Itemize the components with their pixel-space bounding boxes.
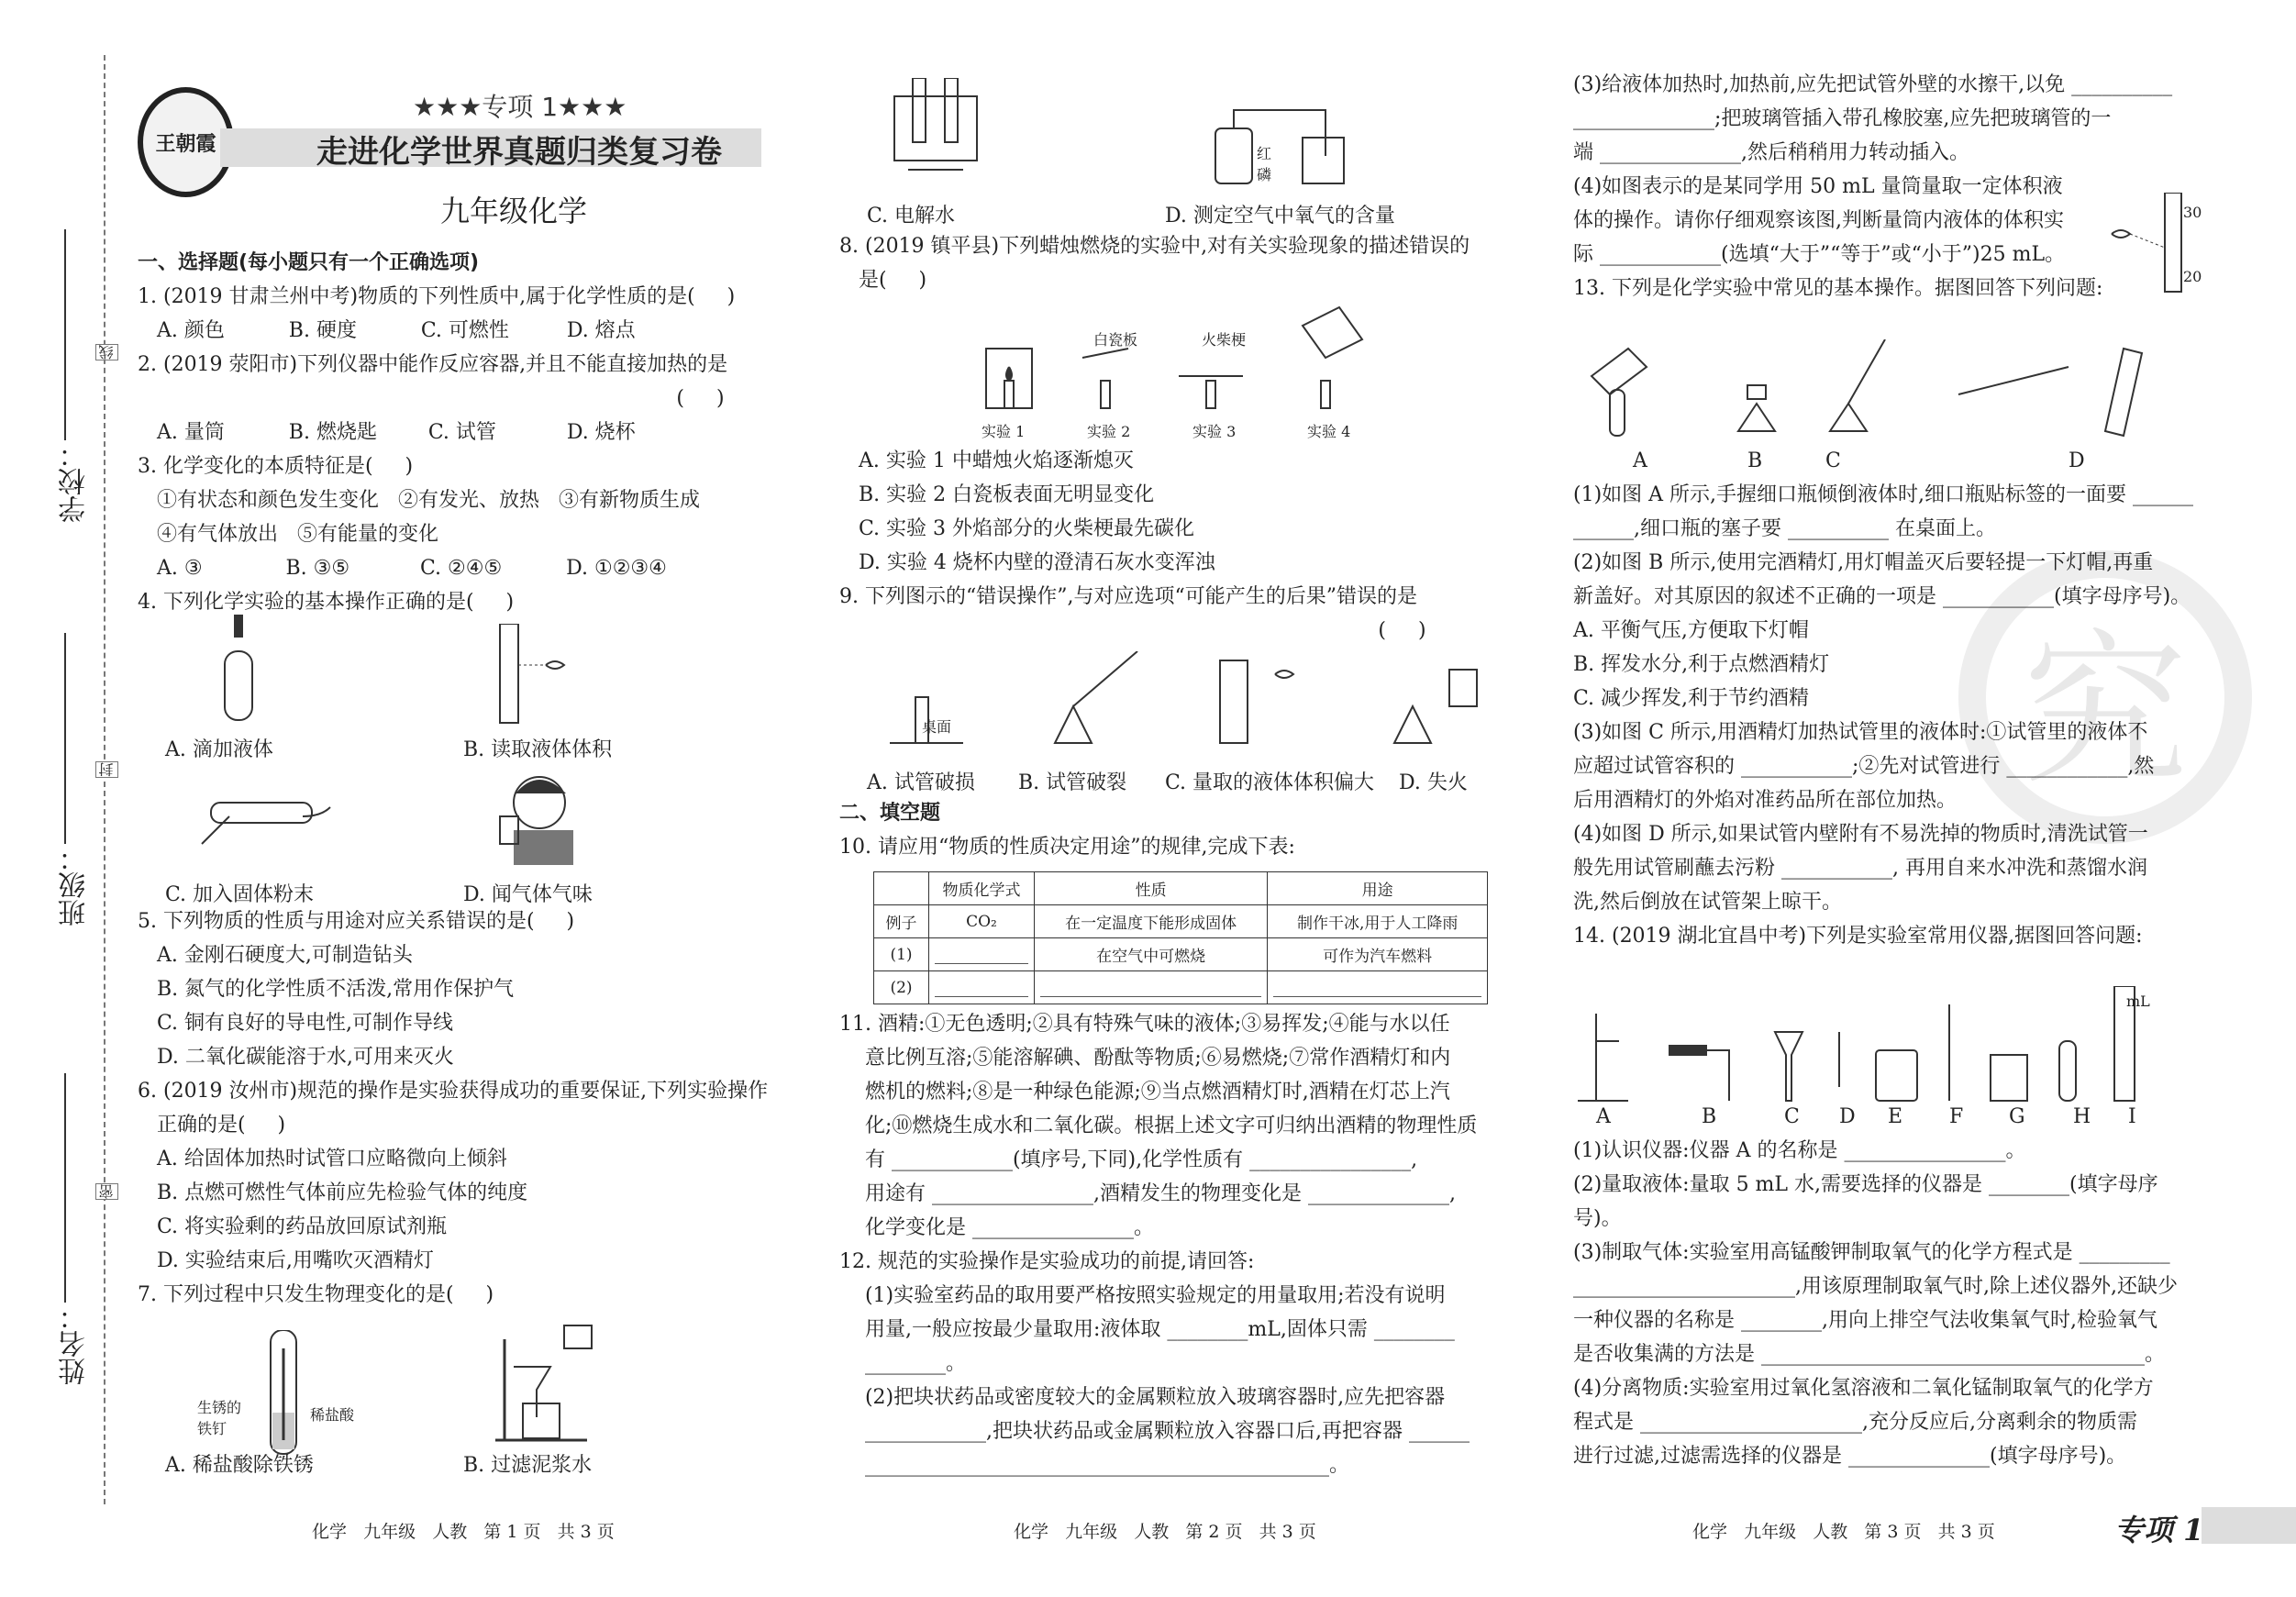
table-cell: (2) [874,971,929,1004]
text-line: 13. 下列是化学实验中常见的基本操作。据图回答下列问题: [1573,277,2103,300]
text-line: (3)给液体加热时,加热前,应先把试管外壁的水擦干,以免 __________ [1573,73,2173,96]
text-line: 14. (2019 湖北宜昌中考)下列是实验室常用仪器,据图回答问题: [1573,925,2143,948]
q14-label: B [1702,1105,1717,1128]
text-line: 11. 酒精:①无色透明;②具有特殊气味的液体;③易挥发;④能与水以任 [839,1013,1450,1036]
blank-field[interactable] [929,971,1035,1004]
text-line: 际 ____________(选填“大于”“等于”或“小于”)25 mL。 [1573,243,2066,266]
text-line: C. 减少挥发,利于节约酒精 [1573,687,1810,710]
corner-bar [2202,1507,2296,1544]
cylinder-eye-icon [2110,193,2192,294]
powder-tube-icon [193,780,339,853]
oxygen-measure-icon [1211,101,1348,188]
footer-page-1: 化学 九年级 人教 第 1 页 共 3 页 [312,1522,615,1542]
text-line: D. 二氧化碳能溶于水,可用来灭火 [138,1046,454,1069]
lab-instruments-icon [1573,986,2179,1105]
text-line: ( ) [138,387,725,410]
text-line: (1)实验室药品的取用要严格按照实验规定的用量取用;若没有说明 [839,1284,1446,1307]
table-cell: (1) [874,938,929,971]
text-line: (2)如图 B 所示,使用完酒精灯,用灯帽盖灭后要轻提一下灯帽,再重 [1573,551,2154,574]
text-line: 1. (2019 甘肃兰州中考)物质的下列性质中,属于化学性质的是( ) [138,285,736,308]
text-line: 8. (2019 镇平县)下列蜡烛燃烧的实验中,对有关实验现象的描述错误的 [839,235,1470,258]
q14-label: H [2073,1105,2091,1128]
q7-label-acid: 稀盐酸 [310,1406,355,1424]
text-line: ________。 [839,1352,966,1375]
table-header [874,872,929,905]
q7-option-b: B. 过滤泥浆水 [463,1454,593,1477]
text-line: 进行过滤,过滤需选择的仪器是 ______________(填字母序号)。 [1573,1445,2127,1468]
text-line: 有 ____________(填序号,下同),化学性质有 ________________, [839,1148,1418,1171]
q13-label-b: B [1747,449,1763,472]
q4-option-d: D. 闻气体气味 [463,883,593,906]
q9-option-a: A. 试管破损 [867,771,975,794]
q14-label: E [1888,1105,1903,1128]
text-line: C. 实验 3 外焰部分的火柴梗最先碳化 [839,517,1194,540]
logo-text: 王朝霞 [155,131,216,156]
scale-20: 20 [2183,268,2202,285]
text-line: 用量,一般应按最少量取用:液体取 ________mL,固体只需 ________ [839,1318,1455,1341]
text-line: A. 颜色 B. 硬度 C. 可燃性 D. 熔点 [138,319,636,342]
text-line: 应超过试管容积的 ___________;②先对试管进行 ____________,然 [1573,755,2155,778]
table-cell: 可作为汽车燃料 [1268,938,1488,971]
text-line: (4)分离物质:实验室用过氧化氢溶液和二氧化锰制取氧气的化学方 [1573,1377,2154,1400]
text-line: (2)量取液体:量取 5 mL 水,需要选择的仪器是 ________(填字母序 [1573,1173,2158,1196]
q8-label-2: 实验 2 [1087,423,1131,440]
filtration-icon [486,1321,605,1445]
text-line: 一种仪器的名称是 ________,用向上排空气法收集氧气时,检验氧气 [1573,1309,2157,1332]
mark-seal: 封 [95,761,118,778]
text-line: 10. 请应用“物质的性质决定用途”的规律,完成下表: [839,836,1295,859]
text-line: 4. 下列化学实验的基本操作正确的是( ) [138,591,515,614]
candle-experiments-icon [972,303,1403,417]
text-line: 6. (2019 汝州市)规范的操作是实验获得成功的重要保证,下列实验操作 [138,1080,769,1103]
property-use-table [873,871,1488,1004]
q7-col2-option-c: C. 电解水 [867,205,956,227]
q14-label: C [1784,1105,1800,1128]
cylinder-reading-icon [495,624,578,725]
text-line: (4)如图 D 所示,如果试管内壁附有不易洗掉的物质时,清洗试管一 [1573,823,2148,846]
q4-option-a: A. 滴加液体 [165,738,273,761]
text-line: (3)制取气体:实验室用高锰酸钾制取氧气的化学方程式是 _________ [1573,1241,2170,1264]
rusty-nail-tube-icon [266,1330,303,1458]
text-line: B. 点燃可燃性气体前应先检验气体的纯度 [138,1181,528,1204]
smell-gas-icon [495,771,578,867]
q13-label-c: C [1825,449,1841,472]
mark-secret: 密 [95,1183,118,1200]
text-line: A. 量筒 B. 燃烧匙 C. 试管 D. 烧杯 [138,421,636,444]
text-line: 端 ______________,然后稍稍用力转动插入。 [1573,141,1969,164]
q14-label: G [2009,1105,2025,1128]
text-line: 2. (2019 荥阳市)下列仪器中能作反应容器,并且不能直接加热的是 [138,353,728,376]
dropper-icon [220,615,257,725]
text-line: 一、选择题(每小题只有一个正确选项) [138,251,480,274]
text-line: C. 将实验剩的药品放回原试剂瓶 [138,1215,448,1238]
text-line: 正确的是( ) [138,1114,286,1137]
q7-col2-option-d: D. 测定空气中氧气的含量 [1165,205,1395,227]
text-line: ④有气体放出 ⑤有能量的变化 [138,523,438,546]
watermark-text: 究 [2022,616,2188,807]
table-cell: 制作干冰,用于人工降雨 [1268,905,1488,938]
class-field[interactable] [64,633,66,844]
table-row [874,971,1488,1004]
text-line: A. 给固体加热时试管口应略微向上倾斜 [138,1148,507,1170]
text-line: 意比例互溶;⑤能溶解碘、酚酞等物质;⑥易燃烧;⑦常作酒精灯和内 [839,1047,1451,1070]
text-line: 后用酒精灯的外焰对准药品所在部位加热。 [1573,789,1958,812]
text-line: 是( ) [839,269,927,292]
q14-label: A [1596,1105,1611,1128]
q4-option-b: B. 读取液体体积 [463,738,613,761]
text-line: 号)。 [1573,1207,1622,1230]
text-line: ____________,把块状药品或金属颗粒放入容器口后,再把容器 ______ [839,1420,1470,1443]
page-subtitle: 九年级化学 [440,194,588,228]
text-line: 体的操作。请你仔细观察该图,判断量筒内液体的体积实 [1573,209,2064,232]
q7-label-nail: 生锈的 铁钉 [197,1399,242,1437]
table-header: 用途 [1268,872,1488,905]
text-line: B. 氮气的化学性质不活泼,常用作保护气 [138,978,515,1001]
text-line: 化学变化是 ________________。 [839,1216,1154,1239]
wrong-operations-icon [881,651,1504,752]
table-cell: CO₂ [929,905,1035,938]
corner-label: 专项 1 [2114,1513,2204,1547]
text-line: (2)把块状药品或密度较大的金属颗粒放入玻璃容器时,应先把容器 [839,1386,1446,1409]
footer-page-2: 化学 九年级 人教 第 2 页 共 3 页 [1014,1522,1316,1542]
text-line: 程式是 ______________________,充分反应后,分离剩余的物质需 [1573,1411,2137,1434]
text-line: D. 实验结束后,用嘴吹灭酒精灯 [138,1249,434,1272]
desk-label: 桌面 [922,718,952,736]
q8-label-3: 实验 3 [1192,423,1237,440]
school-label: 学校： [59,440,91,523]
table-cell: 例子 [874,905,929,938]
blank-field[interactable] [929,938,1035,971]
table-header-row [874,872,1488,905]
table-header: 物质化学式 [929,872,1035,905]
text-line: (1)认识仪器:仪器 A 的名称是 ________________。 [1573,1139,2026,1162]
text-line: 5. 下列物质的性质与用途对应关系错误的是( ) [138,910,575,933]
basic-operations-icon [1573,339,2197,440]
text-line: 洗,然后倒放在试管架上晾干。 [1573,891,1842,914]
q8-label-1: 实验 1 [982,423,1026,440]
text-line: B. 挥发水分,利于点燃酒精灯 [1573,653,1830,676]
page-title: 走进化学世界真题归类复习卷 [316,134,722,171]
school-field[interactable] [64,229,66,440]
q8-label-4: 实验 4 [1307,423,1351,440]
q4-option-c: C. 加入固体粉末 [165,883,315,906]
stars-title: ★★★专项 1★★★ [413,92,627,122]
table-row [874,938,1488,971]
text-line: A. 实验 1 中蜡烛火焰逐渐熄灭 [839,449,1134,472]
text-line: 3. 化学变化的本质特征是( ) [138,455,414,478]
text-line: 般先用试管刷蘸去污粉 ___________, 再用自来水冲洗和蒸馏水润 [1573,857,2147,880]
electrolysis-icon [890,78,982,183]
blank-field[interactable] [1035,971,1268,1004]
name-field[interactable] [64,1073,66,1303]
ml-label: mL [2126,993,2150,1010]
binding-line [104,55,105,1504]
q9-option-c: C. 量取的液体体积偏大 [1165,771,1375,794]
text-line: B. 实验 2 白瓷板表面无明显变化 [839,483,1155,506]
name-label: 姓名： [59,1303,91,1385]
footer-page-3: 化学 九年级 人教 第 3 页 共 3 页 [1692,1522,1995,1542]
text-line: ______,细口瓶的塞子要 __________ 在桌面上。 [1573,517,1996,540]
text-line: 12. 规范的实验操作是实验成功的前提,请回答: [839,1250,1255,1273]
mark-line: 线 [95,344,118,360]
text-line: 化;⑩燃烧生成水和二氧化碳。根据上述文字可归纳出酒精的物理性质 [839,1115,1478,1137]
q13-label-d: D [2069,449,2085,472]
text-line: ______________________,用该原理制取氧气时,除上述仪器外,还缺少 [1573,1275,2178,1298]
q14-label: D [1839,1105,1856,1128]
text-line: 燃机的燃料;⑧是一种绿色能源;⑨当点燃酒精灯时,酒精在灯芯上汽 [839,1081,1450,1103]
text-line: ______________________________________________。 [839,1454,1349,1477]
scale-30: 30 [2183,204,2202,221]
q14-label: F [1949,1105,1964,1128]
text-line: 9. 下列图示的“错误操作”,与对应选项“可能产生的后果”错误的是 [839,585,1417,608]
text-line: 新盖好。对其原因的叙述不正确的一项是 ___________(填字母序号)。 [1573,585,2191,608]
text-line: 二、填空题 [839,802,941,825]
plate-label: 白瓷板 [1093,331,1138,349]
text-line: A. 平衡气压,方便取下灯帽 [1573,619,1809,642]
text-line: ______________;把玻璃管插入带孔橡胶塞,应先把玻璃管的一 [1573,107,2112,130]
text-line: A. 金刚石硬度大,可制造钻头 [138,944,413,967]
text-line: ①有状态和颜色发生变化 ②有发光、放热 ③有新物质生成 [138,489,700,512]
q14-label: I [2128,1105,2136,1128]
text-line: C. 铜有良好的导电性,可制作导线 [138,1012,454,1035]
text-line: (1)如图 A 所示,手握细口瓶倾倒液体时,细口瓶贴标签的一面要 ______ [1573,483,2194,506]
red-phosphorus-label: 红 磷 [1257,145,1272,183]
class-label: 班级： [59,844,91,926]
text-line: D. 实验 4 烧杯内壁的澄清石灰水变浑浊 [839,551,1215,574]
table-header: 性质 [1035,872,1268,905]
text-line: 用途有 ________________,酒精发生的物理变化是 ______________, [839,1182,1456,1205]
q7-option-a: A. 稀盐酸除铁锈 [165,1454,314,1477]
q9-option-d: D. 失火 [1399,771,1468,794]
text-line: A. ③ B. ③⑤ C. ②④⑤ D. ①②③④ [138,557,667,580]
text-line: (3)如图 C 所示,用酒精灯加热试管里的液体时:①试管里的液体不 [1573,721,2148,744]
table-cell: 在空气中可燃烧 [1035,938,1268,971]
text-line: 7. 下列过程中只发生物理变化的是( ) [138,1283,494,1306]
match-label: 火柴梗 [1202,331,1247,349]
text-line: 是否收集满的方法是 ______________________________________。 [1573,1343,2165,1366]
q9-option-b: B. 试管破裂 [1018,771,1127,794]
text-line: (4)如图表示的是某同学用 50 mL 量筒量取一定体积液 [1573,175,2063,198]
table-cell: 在一定温度下能形成固体 [1035,905,1268,938]
q13-label-a: A [1633,449,1647,472]
text-line: ( ) [839,619,1426,642]
blank-field[interactable] [1268,971,1488,1004]
table-row [874,905,1488,938]
